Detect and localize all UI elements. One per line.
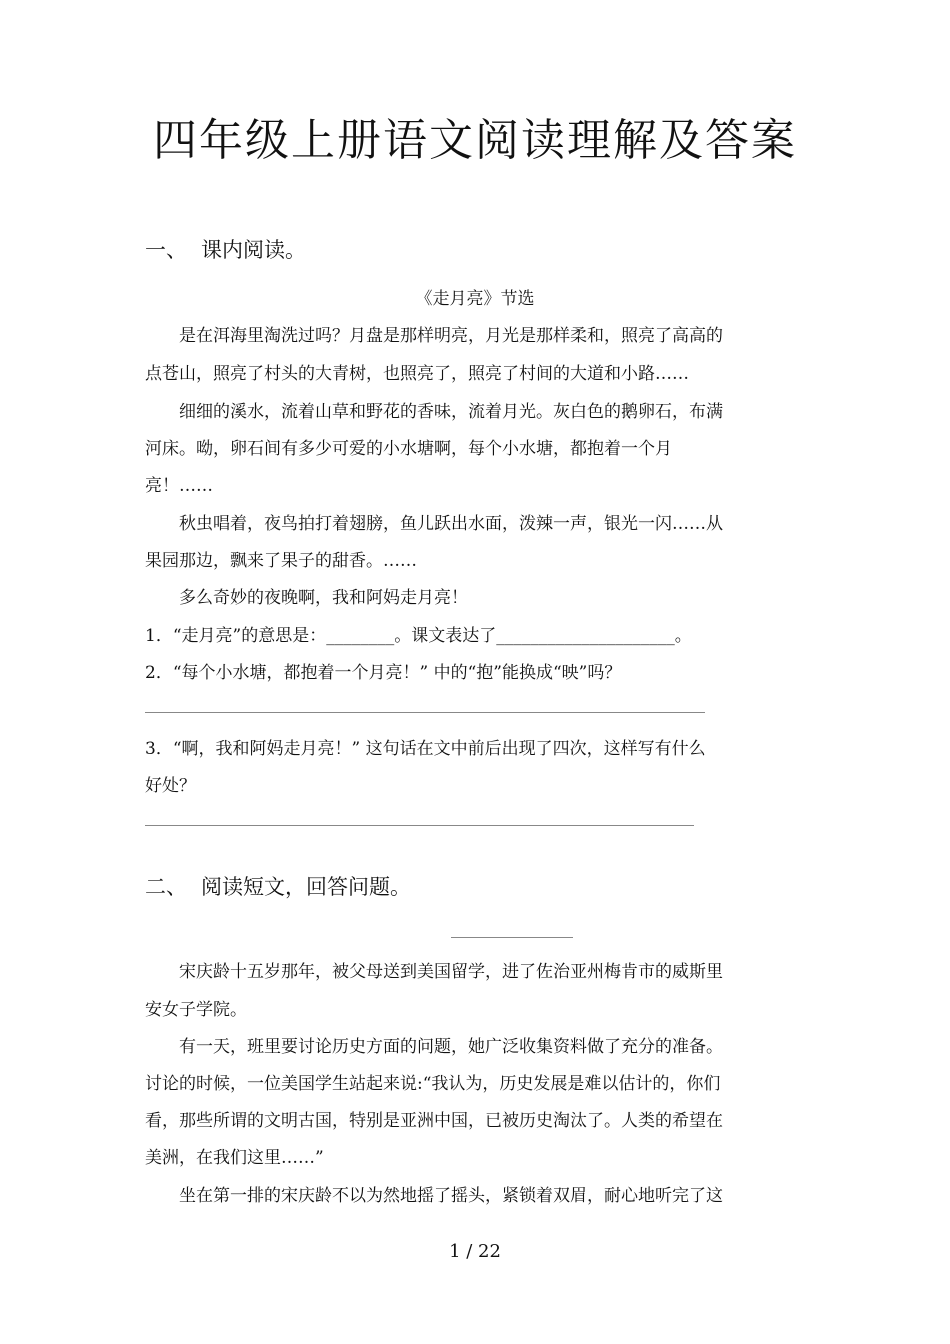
question-1: 1．“走月亮”的意思是：________。课文表达了_____________________。 <box>145 626 692 646</box>
page-number: 1 / 22 <box>449 1241 501 1262</box>
passage-line: 河床。呦，卵石间有多少可爱的小水塘啊，每个小水塘，都抱着一个月 <box>145 439 672 459</box>
passage-line: 讨论的时候，一位美国学生站起来说:“我认为，历史发展是难以估计的，你们 <box>145 1074 721 1094</box>
passage-line: 点苍山，照亮了村头的大青树，也照亮了，照亮了村间的大道和小路…… <box>145 364 689 384</box>
passage-line: 看，那些所谓的文明古国，特别是亚洲中国，已被历史淘汰了。人类的希望在 <box>145 1111 723 1131</box>
answer-line <box>145 712 705 713</box>
passage-line: 有一天，班里要讨论历史方面的问题，她广泛收集资料做了充分的准备。 <box>179 1037 723 1057</box>
section-heading-1 <box>145 234 306 264</box>
passage-line: 是在洱海里淘洗过吗？月盘是那样明亮，月光是那样柔和，照亮了高高的 <box>179 326 723 346</box>
passage-line: 多么奇妙的夜晚啊，我和阿妈走月亮！ <box>179 588 468 608</box>
question-3-cont: 好处？ <box>145 776 196 796</box>
page-title: 四年级上册语文阅读理解及答案 <box>153 115 797 166</box>
question-3: 3．“啊，我和阿妈走月亮！” 这句话在文中前后出现了四次，这样写有什么 <box>145 739 706 759</box>
passage-title: 《走月亮》节选 <box>415 289 535 309</box>
passage-line: 细细的溪水，流着山草和野花的香味，流着月光。灰白色的鹅卵石，布满 <box>179 402 723 422</box>
passage-line: 美洲，在我们这里……” <box>145 1148 324 1168</box>
passage-line: 果园那边，飘来了果子的甜香。…… <box>145 551 417 571</box>
answer-line <box>145 825 694 826</box>
section-number: 一、 <box>145 238 187 262</box>
passage-line: 宋庆龄十五岁那年，被父母送到美国留学，进了佐治亚州梅肯市的威斯里 <box>179 962 723 982</box>
section-heading-2 <box>145 871 411 901</box>
section-label: 课内阅读。 <box>201 238 306 262</box>
passage-line: 安女子学院。 <box>145 1000 247 1020</box>
passage-line: 坐在第一排的宋庆龄不以为然地摇了摇头，紧锁着双眉，耐心地听完了这 <box>179 1186 723 1206</box>
passage-line: 亮！…… <box>145 476 213 496</box>
section-label: 阅读短文，回答问题。 <box>201 875 411 899</box>
question-2: 2．“每个小水塘，都抱着一个月亮！” 中的“抱”能换成“映”吗？ <box>145 663 622 683</box>
title-blank-line <box>451 937 573 938</box>
passage-line: 秋虫唱着，夜鸟拍打着翅膀，鱼儿跃出水面，泼辣一声，银光一闪……从 <box>179 514 723 534</box>
section-number: 二、 <box>145 875 187 899</box>
